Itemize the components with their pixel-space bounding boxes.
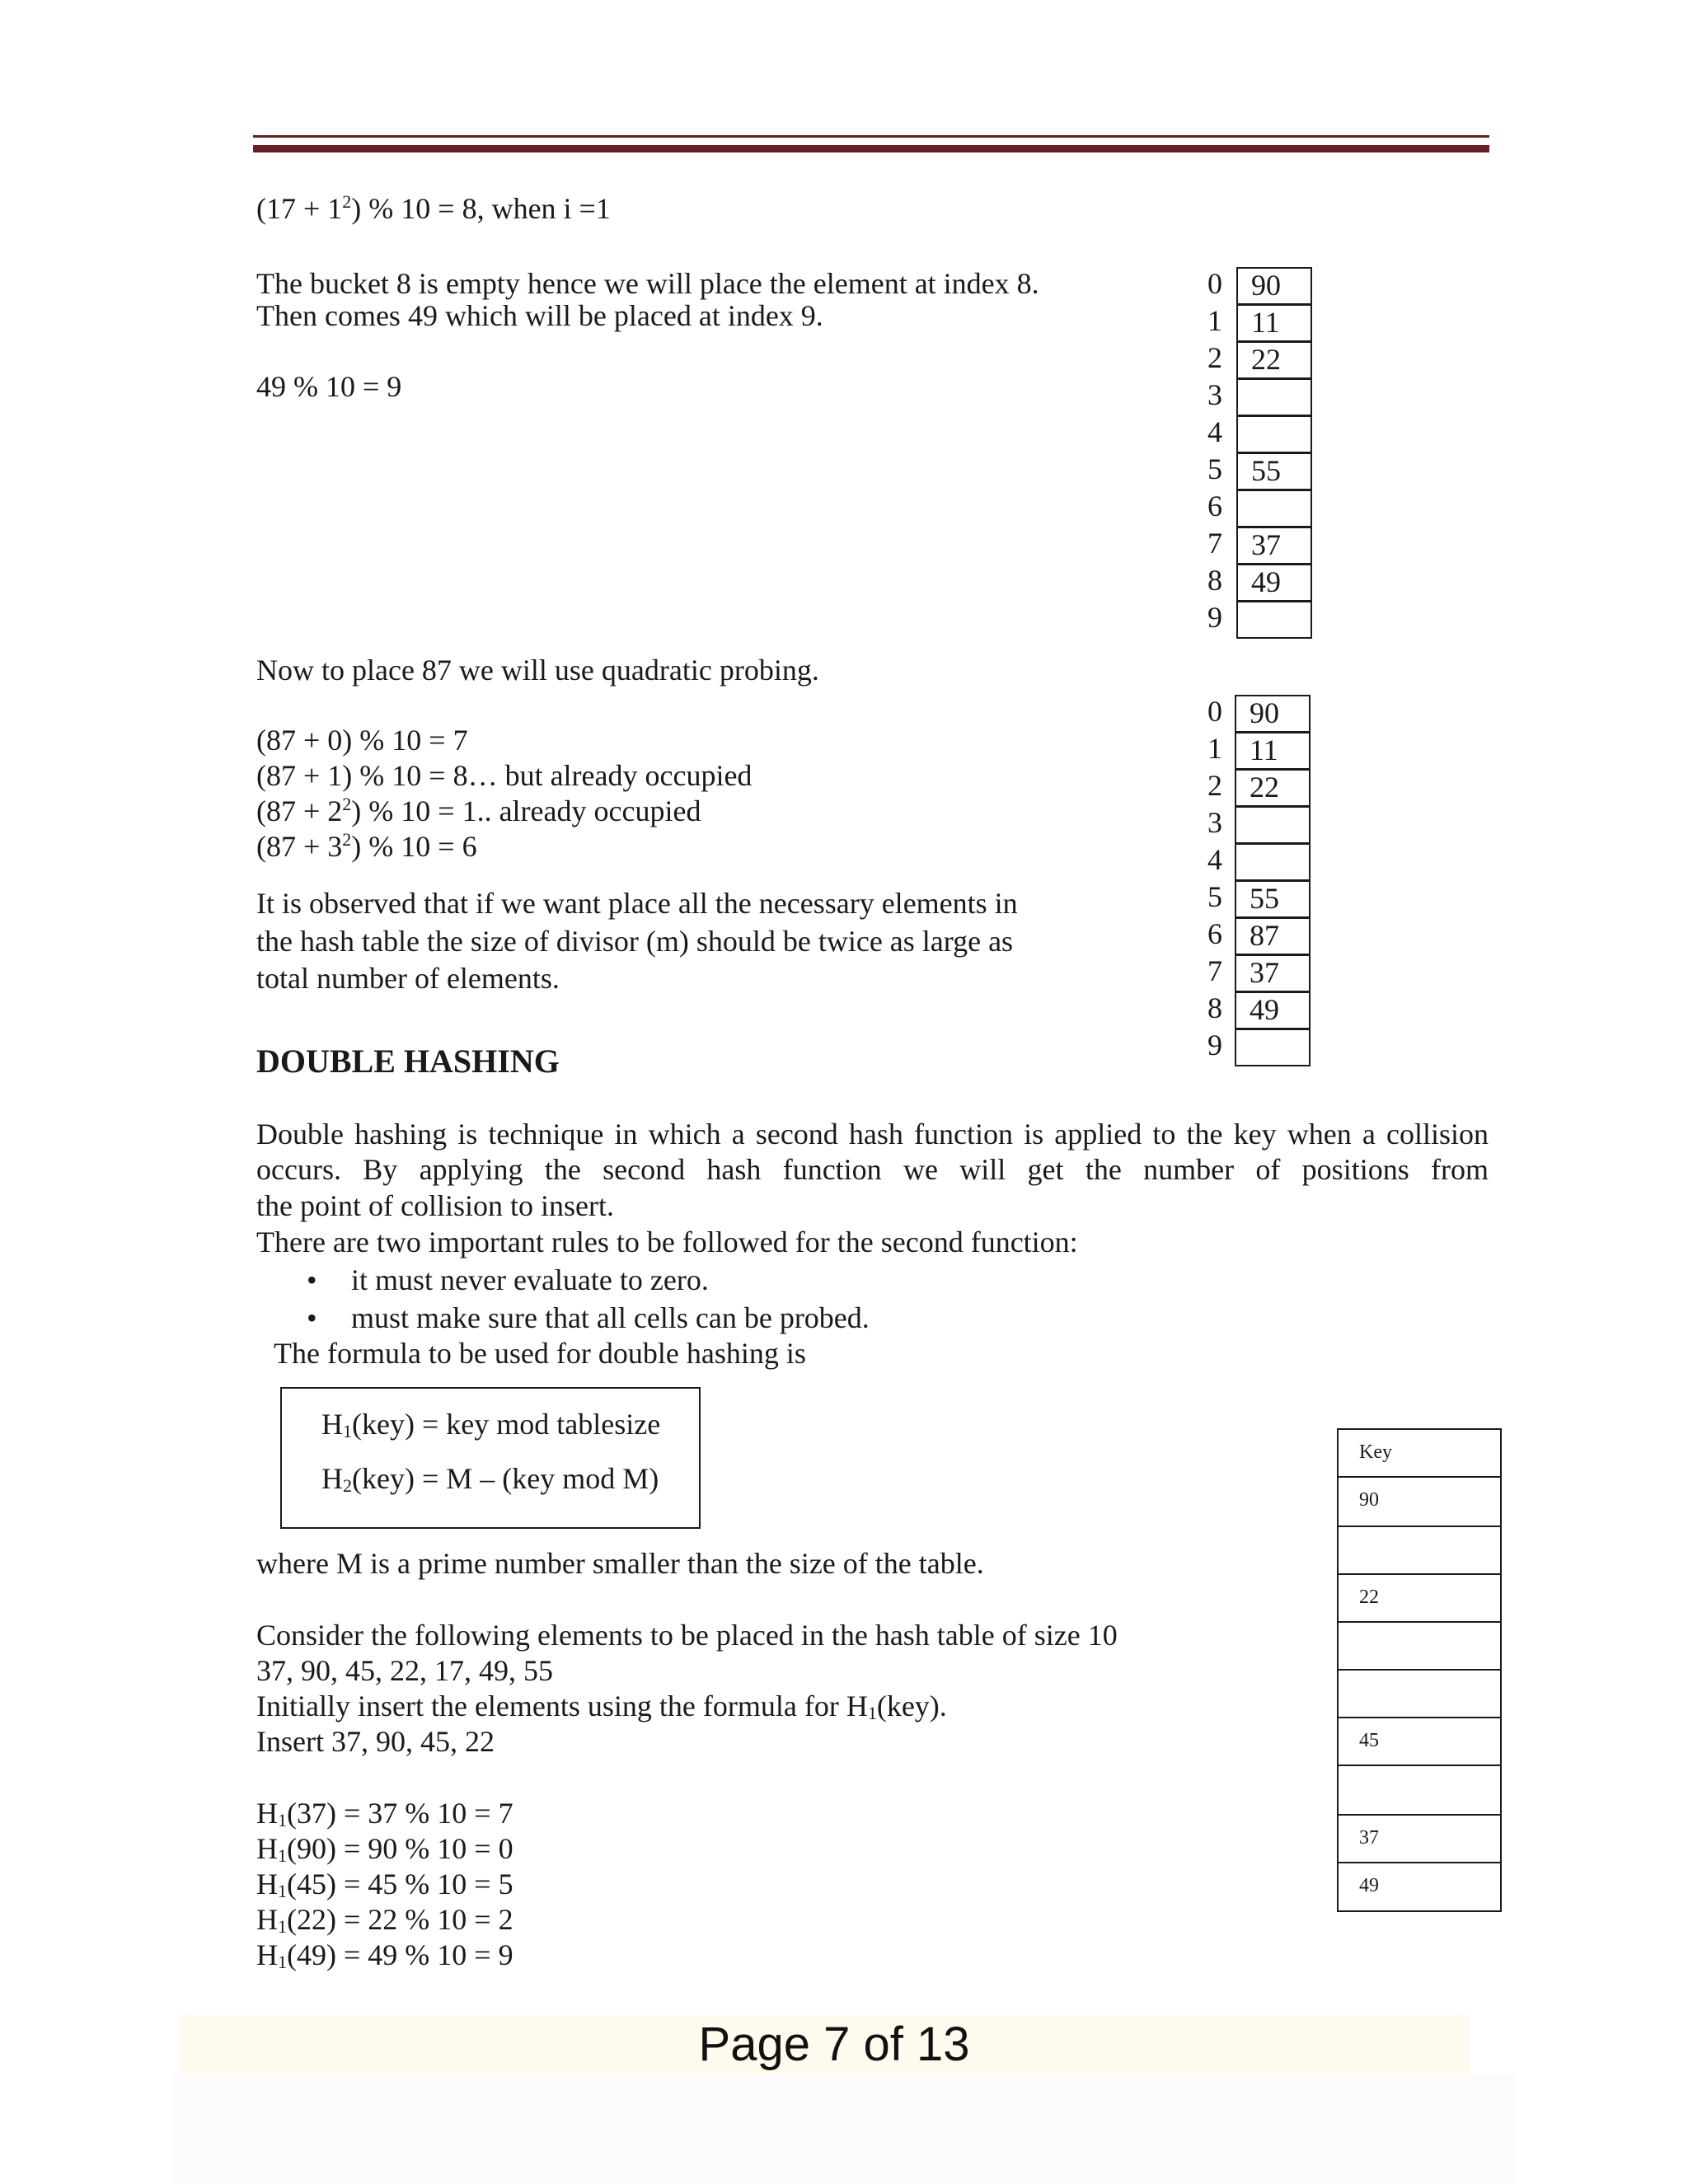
section-heading: DOUBLE HASHING (256, 1043, 560, 1080)
table2-cell: 11 (1235, 732, 1311, 770)
table1-index: 8 (1207, 564, 1222, 597)
key-table-row (1339, 1766, 1500, 1816)
key-table-row: 45 (1339, 1718, 1500, 1766)
table2-index: 9 (1207, 1029, 1222, 1062)
table1-cell: 55 (1236, 452, 1312, 490)
place-87-line: Now to place 87 we will use quadratic probing. (256, 654, 819, 687)
h1-49-line: $H_1(49) = 49$ % 10 = 9 (256, 1938, 513, 1972)
key-table-row: 37 (1339, 1816, 1500, 1863)
table1-index: 0 (1207, 267, 1222, 300)
bottom-shade (173, 2074, 1515, 2184)
observe-line-1: It is observed that if we want place all the necessary elements in (256, 887, 1018, 920)
table2-index: 4 (1207, 843, 1222, 876)
bullet-icon: • (307, 1263, 317, 1296)
probe-line-2: (87 + 1) % 10 = 8… but already occupied (256, 759, 753, 792)
table1-index: 4 (1207, 415, 1222, 448)
double-hashing-paragraph: Double hashing is technique in which a second hash function is applied to the key when a collision occurs. By applying the second hash function we will get the number of positions from (256, 1118, 1489, 1186)
h1-37-line: $H_1(37) = 37$ % 10 = 7 (256, 1797, 513, 1830)
consider-line: Consider the following elements to be placed in the hash table of size 10 (256, 1619, 1118, 1652)
table2-cell: 22 (1235, 769, 1311, 807)
formula-intro: The formula to be used for double hashing is (274, 1337, 806, 1370)
h2-formula: $H_2(key) = M - (key$ mod M) (321, 1462, 659, 1496)
table2-index: 5 (1207, 880, 1222, 913)
bucket-line-1: The bucket 8 is empty hence we will place the element at index 8. (256, 267, 1039, 300)
formula-line-17: $(17 + 1^2)$ % 10 = 8, when i =1 (256, 191, 611, 225)
probe-line-3: $(87 + 2^2)$ % 10 = 1.. already occupied (256, 794, 701, 827)
header-rule-thick (253, 145, 1489, 152)
table1-cell (1236, 415, 1312, 453)
table2-cell (1235, 806, 1311, 844)
h1-90-line: $H_1(90) = 90$ % 10 = 0 (256, 1832, 513, 1866)
key-table (1337, 1428, 1502, 1912)
bullet-item-1: • it must never evaluate to zero. (307, 1263, 709, 1296)
key-table-row (1339, 1671, 1500, 1718)
table2-cell (1235, 843, 1311, 881)
elements-line: 37, 90, 45, 22, 17, 49, 55 (256, 1654, 553, 1687)
observe-line-2: the hash table the size of divisor (m) should be twice as large as (256, 925, 1014, 958)
page-number: Page 7 of 13 (698, 2018, 970, 2071)
key-table-row (1339, 1527, 1500, 1575)
table2-cell: 49 (1235, 991, 1311, 1029)
table2-index: 2 (1207, 769, 1222, 802)
table1-index: 3 (1207, 378, 1222, 411)
bullet-icon: • (307, 1301, 317, 1334)
table2-cell: 90 (1235, 695, 1311, 733)
key-table-row: 90 (1339, 1478, 1500, 1527)
table2-index: 3 (1207, 806, 1222, 839)
table2-index: 6 (1207, 917, 1222, 950)
rules-intro: There are two important rules to be followed for the second function: (256, 1226, 1078, 1258)
table2-cell: 55 (1235, 880, 1311, 918)
formula-box (280, 1387, 701, 1529)
bullet-item-2: • must make sure that all cells can be probed. (307, 1301, 870, 1334)
table2-cell: 37 (1235, 954, 1311, 992)
table1-cell (1236, 490, 1312, 527)
double-hashing-paragraph-end: the point of collision to insert. (256, 1189, 614, 1222)
table1-index: 9 (1207, 601, 1222, 634)
table2-index: 0 (1207, 695, 1222, 728)
table1-index: 5 (1207, 452, 1222, 485)
table2-index: 8 (1207, 991, 1222, 1024)
table1-index: 2 (1207, 341, 1222, 374)
key-table-header: Key (1339, 1430, 1500, 1478)
table1-cell: 90 (1236, 267, 1312, 305)
table1-cell: 11 (1236, 304, 1312, 342)
key-table-row: 49 (1359, 1875, 1379, 1896)
where-m-line: where M is a prime number smaller than the size of the table. (256, 1547, 984, 1580)
table1-index: 1 (1207, 304, 1222, 337)
table1-index: 7 (1207, 527, 1222, 560)
observe-line-3: total number of elements. (256, 962, 560, 995)
key-table-row: 22 (1339, 1575, 1500, 1623)
h1-formula: $H_1(key)$ = key mod tablesize (321, 1408, 661, 1441)
table2-cell: 87 (1235, 917, 1311, 955)
table2-index: 1 (1207, 732, 1222, 765)
initially-line: Initially insert the elements using the formula for $H_1(key)$. (256, 1690, 947, 1723)
bucket-line-2: Then comes 49 which will be placed at index 9. (256, 299, 823, 332)
probe-line-1: (87 + 0) % 10 = 7 (256, 724, 468, 757)
table1-cell: 49 (1236, 564, 1312, 602)
table1-cell (1236, 378, 1312, 416)
insert-line: Insert 37, 90, 45, 22 (256, 1725, 495, 1758)
h1-22-line: $H_1(22) = 22$ % 10 = 2 (256, 1903, 513, 1937)
mod-49-line: 49 % 10 = 9 (256, 370, 402, 403)
table1-cell: 22 (1236, 341, 1312, 379)
probe-line-4: $(87 + 3^2)$ % 10 = 6 (256, 829, 477, 863)
table1-cell: 37 (1236, 527, 1312, 565)
h1-45-line: $H_1(45) = 45$ % 10 = 5 (256, 1868, 513, 1901)
table2-index: 7 (1207, 954, 1222, 987)
table2-cell (1235, 1029, 1311, 1066)
table1-index: 6 (1207, 490, 1222, 523)
header-rule-thin (253, 135, 1489, 138)
key-table-row (1339, 1623, 1500, 1671)
table1-cell (1236, 601, 1312, 639)
